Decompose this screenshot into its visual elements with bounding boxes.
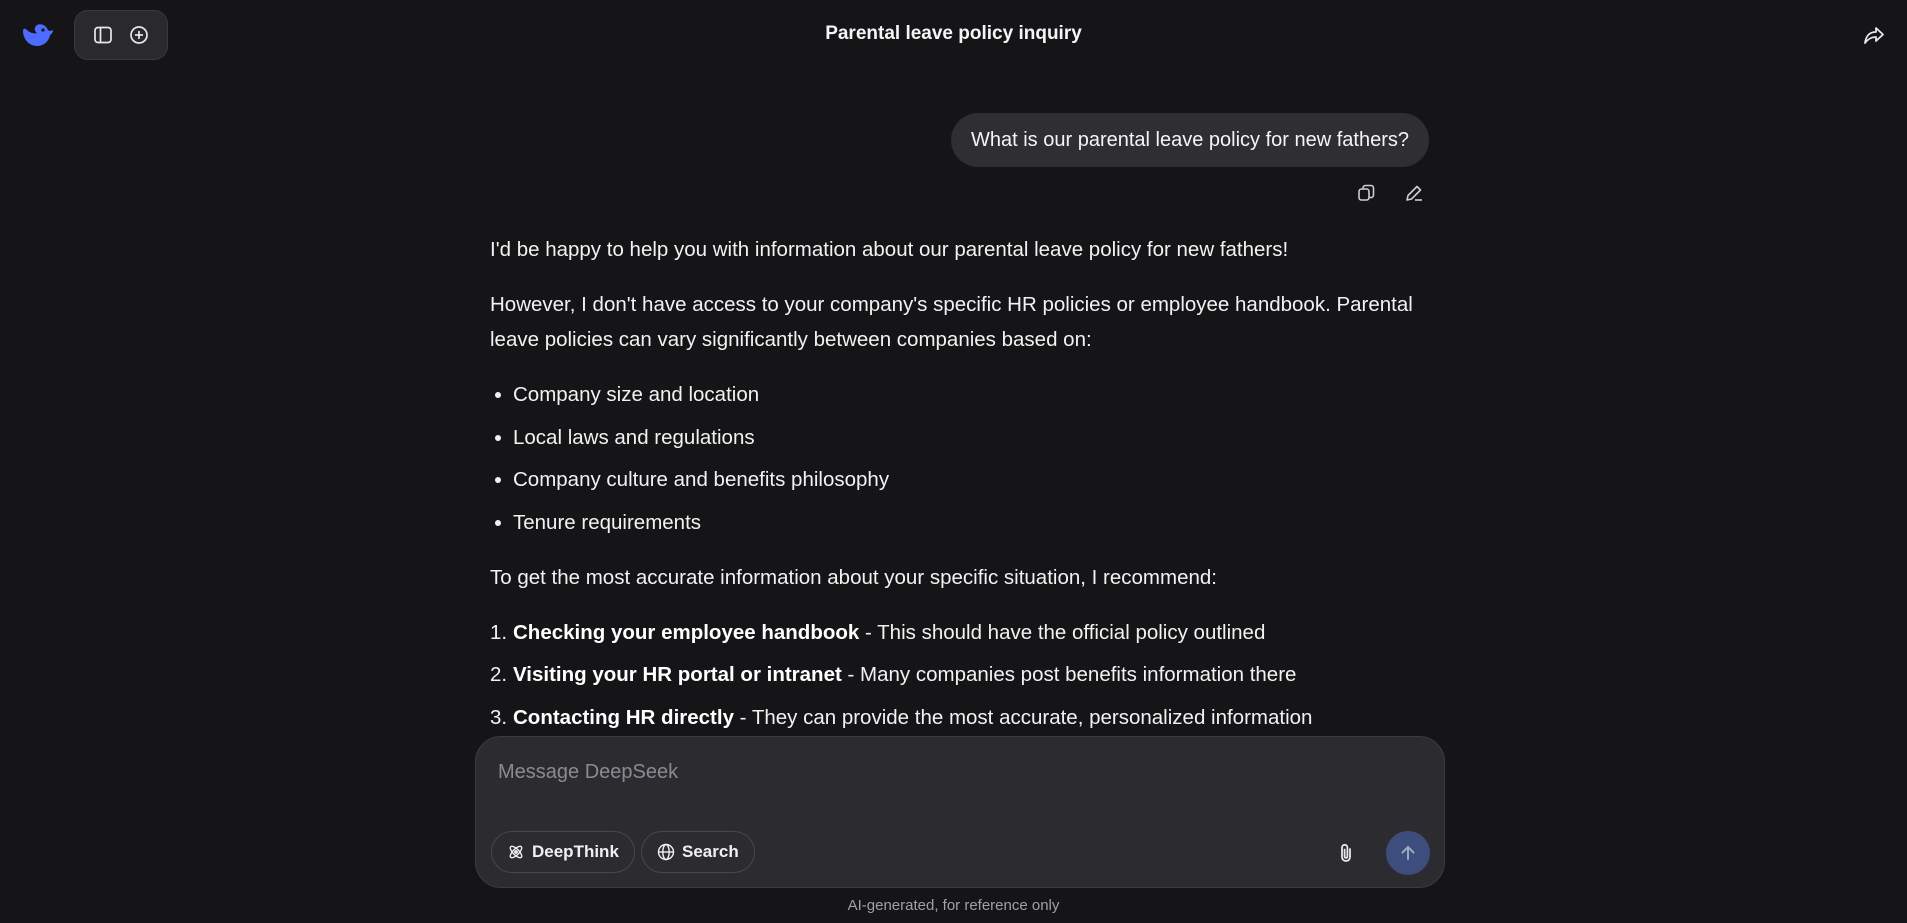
user-message-actions (1347, 180, 1427, 210)
atom-icon (507, 843, 525, 861)
header (0, 0, 1907, 70)
list-number: 2. (490, 663, 508, 686)
list-item: Local laws and regulations (490, 420, 1440, 455)
send-button[interactable] (1386, 831, 1430, 875)
deepthink-label: DeepThink (532, 842, 619, 861)
copy-button[interactable] (1353, 180, 1379, 206)
list-number: 3. (490, 705, 508, 729)
ai-disclaimer: AI-generated, for reference only (847, 897, 1060, 914)
list-item (490, 657, 1440, 692)
recommendation-title: Contacting HR directly (513, 705, 734, 729)
list-number: 1. (490, 620, 508, 644)
response-intro: I'd be happy to help you with information about our parental leave policy for new fathers! (490, 238, 1289, 261)
page-title: Parental leave policy inquiry (825, 23, 1082, 44)
list-item: Company size and location (490, 377, 1440, 412)
recommendation-text: - This should have the official policy outlined (859, 620, 1266, 644)
list-item (490, 615, 1440, 650)
share-icon (1863, 24, 1885, 46)
recommendations-list (490, 615, 1440, 735)
list-item: Tenure requirements (490, 505, 1440, 540)
user-message-bubble: What is our parental leave policy for new fathers? (951, 113, 1429, 167)
message-composer (475, 736, 1445, 888)
attach-file-button[interactable] (1330, 837, 1362, 869)
recommendation-text: - They can provide the most accurate, personalized information (733, 705, 1313, 729)
deepthink-toggle[interactable] (491, 831, 635, 873)
search-toggle[interactable] (641, 831, 755, 873)
message-input[interactable] (498, 757, 1398, 787)
factors-list (490, 377, 1440, 540)
list-item: Company culture and benefits philosophy (490, 462, 1440, 497)
paperclip-icon (1335, 842, 1357, 864)
edit-button[interactable] (1401, 180, 1427, 206)
recommendation-title: Checking your employee handbook (513, 620, 860, 644)
recommendation-text: - Many companies post benefits information there (841, 663, 1297, 686)
copy-icon (1356, 183, 1376, 203)
assistant-response (490, 232, 1440, 742)
response-recommend-intro: To get the most accurate information about your specific situation, I recommend: (490, 565, 1217, 589)
edit-icon (1404, 183, 1424, 203)
share-button[interactable] (1859, 20, 1889, 50)
recommendation-title: Visiting your HR portal or intranet (513, 663, 842, 686)
globe-icon (657, 843, 675, 861)
search-label: Search (682, 842, 739, 861)
arrow-up-icon (1398, 843, 1418, 863)
response-caveat: However, I don't have access to your company's specific HR policies or employee handbook. Parental leave policies can vary significantly between companies based on: (490, 293, 1413, 351)
